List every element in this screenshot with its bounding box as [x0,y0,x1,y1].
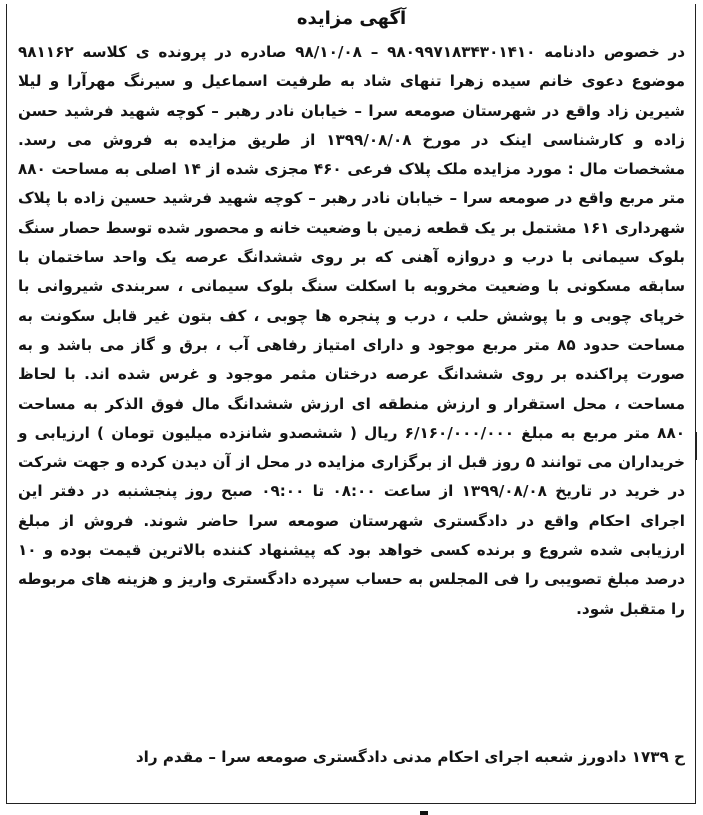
next-clipping-fragment [420,811,428,815]
notice-title: آگهی مزایده [296,8,407,29]
notice-body: در خصوص دادنامه ۹۸۰۹۹۷۱۸۳۴۳۰۱۴۱۰ – ۹۸/۱۰/۰۸ صادره در پرونده ی کلاسه ۹۸۱۱۶۲ موضوع دعوی خانم سیده زهرا تنهای شاد به طرفیت اسماعیل و سیرنگ مهرآرا و لیلا شیرین زاد واقع در شهرستان صومعه سرا – خیابان نادر رهبر – کوچه شهید فرشید حسن زاده و کارشناسی اینک در مورخ ۱۳۹۹/۰۸/۰۸ از طریق مزایده به فروش می رسد. مشخصات مال : مورد مزایده ملک پلاک فرعی ۴۶۰ مجزی شده از ۱۴ اصلی به مساحت ۸۸۰ متر مربع واقع در صومعه سرا – خیابان نادر رهبر – کوچه شهید فرشید حسین زاده با پلاک شهرداری ۱۶۱ مشتمل بر یک قطعه زمین با وضعیت خانه و محصور شده توسط حصار سنگ بلوک سیمانی با درب و دروازه آهنی که بر روی ششدانگ عرصه یک واحد ساختمان با سابقه مسکونی با وضعیت مخروبه با اسکلت سنگ بلوک سیمانی ، سربندی شیروانی با خرپای چوبی و با پوشش حلب ، درب و پنجره ها چوبی ، کف بتون غیر قابل سکونت به مساحت حدود ۸۵ متر مربع موجود و دارای امتیاز رفاهی آب ، برق و گاز می باشد و به صورت پراکنده بر روی ششدانگ عرصه درختان مثمر موجود و غرس شده اند. با لحاظ مساحت ، محل استقرار و ارزش منطقه ای ارزش ششدانگ مال فوق الذکر به مساحت ۸۸۰ متر مربع به مبلغ ۶/۱۶۰/۰۰۰/۰۰۰ ریال ( ششصدو شانزده میلیون تومان ) ارزیابی و خریداران می توانند ۵ روز قبل از برگزاری مزایده در محل از آن دیدن کرده و جهت شرکت در خرید در تاریخ ۱۳۹۹/۰۸/۰۸ از ساعت ۰۸:۰۰ تا ۰۹:۰۰ صبح روز پنجشنبه در دفتر این اجرای احکام واقع در دادگستری شهرستان صومعه سرا حاضر شوند. فروش از مبلغ ارزیابی شده شروع و برنده کسی خواهد بود که پیشنهاد کننده بالاترین قیمت بوده و ۱۰ درصد مبلغ تصویبی را فی المجلس به حساب سپرده دادگستری واریز و هزینه های مربوطه را متقبل شود. [18,43,686,618]
border-tick [696,432,703,460]
notice-signature: ح ۱۷۳۹ دادورز شعبه اجرای احکام مدنی دادگستری صومعه سرا – مقدم راد [135,748,685,766]
